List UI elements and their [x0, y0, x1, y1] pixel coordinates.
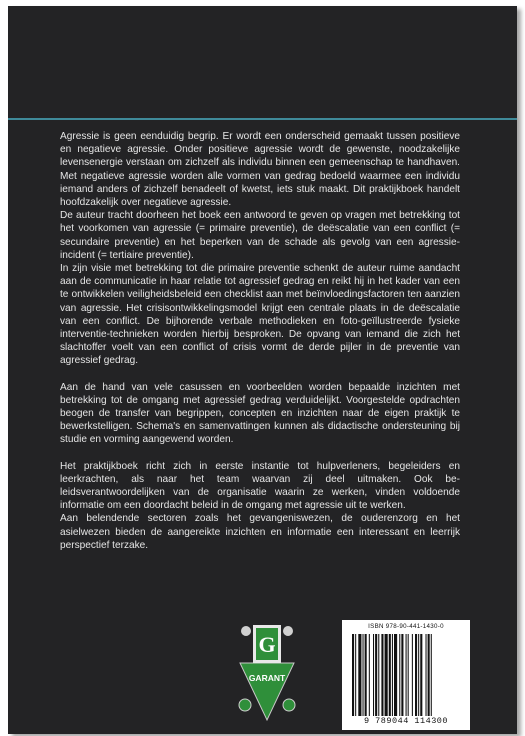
barcode-bar — [375, 634, 377, 716]
isbn-label: ISBN 978-90-441-1430-0 — [368, 623, 444, 630]
barcode-bar — [401, 634, 403, 716]
barcode-bar — [415, 634, 417, 716]
blurb-paragraph: Aan de hand van vele casussen en voorbeelden worden bepaalde inzichten met betrekking tot de omgang met agressief gedrag verduidelijkt. Voorgestelde opdrachten beogen de transfer van begrippen, concepten en inzichten naar de eigen praktijk te bewerkstelligen. Schema's en samenvattingen kunnen als didactische ondersteuning bij studie en vorming aangewend worden. — [60, 381, 460, 446]
barcode-bar — [381, 634, 383, 716]
barcode-bar — [394, 634, 397, 716]
barcode-bar — [399, 634, 400, 716]
barcode — [342, 620, 470, 730]
barcode-bar — [373, 634, 374, 716]
blurb-paragraph: In zijn visie met betrekking tot die primaire preventie schenkt de auteur ruime aandacht aan de communicatie in haar relatie tot agressief gedrag en reikt hij in het kader van een te ontwikkelen veiligheidsbeleid een checklist aan met beïnvloedingsfactoren ten aanzien van agressie. Het crisisontwikkelingsmodel krijgt een centrale plaats in de deëscalatie van een conflict. De bijhorende verbale methodieken en foto-geïllustreerde fysieke interventie-technieken worden hierbij besproken. De opvang van iemand die zich het slachtoffer voelt van een conflict of crisis vormt de derde pijler in de preventie van agressief gedrag. — [60, 263, 460, 367]
barcode-bars — [352, 634, 460, 716]
barcode-bar — [358, 634, 361, 716]
publisher-logo — [236, 623, 298, 723]
svg-text:G: G — [258, 632, 276, 657]
publisher-logo-icon — [236, 623, 298, 723]
blurb-paragraph: Agressie is geen eenduidig begrip. Er wordt een onderscheid gemaakt tussen positieve en negatieve agressie. Onder positieve agressie wordt de gewenste, noodzakelijke levensenergie verstaan om zichzelf als individu binnen een gemeenschap te handhaven. Met negatieve agressie worden alle vormen van gedrag bedoeld waarmee een individu iemand anders of zichzelf benadeelt of kwetst, iets stuk maakt. Dit praktijkboek handelt hoofdzakelijk over negatieve agressie. — [60, 131, 460, 209]
blurb-paragraph: Het praktijkboek richt zich in eerste instantie tot hulpverleners, begeleiders en leerkrachten, als naar het team waarvan zij deel uitmaken. Ook beleidsverantwoordelijken van de organisatie waarin ze werken, vinden voldoende informatie om een doordacht beleid in de omgang met agressie uit te werken. — [60, 460, 460, 512]
barcode-bar — [420, 634, 422, 716]
barcode-bar — [418, 634, 419, 716]
barcode-bar — [378, 634, 379, 716]
publisher-logo-text: GARANT — [248, 673, 286, 683]
blurb-paragraph: De auteur tracht doorheen het boek een antwoord te geven op vragen met betrekking tot het voorkomen van agressie (= primaire preventie), de deëscalatie van een conflict (= secundaire preventie) en het beperken van de schade als gevolg van een agressie-incident (= tertiaire preventie). — [60, 210, 460, 261]
blurb-paragraph: Aan belendende sectoren zoals het gevangeniswezen, de ouderenzorg en het asielwezen bieden de aangereikte inzichten en informatie een interessant en leerrijk perspectief terzake. — [60, 513, 460, 551]
blurb-text — [60, 130, 460, 552]
barcode-bar — [365, 634, 367, 716]
barcode-bar — [385, 634, 388, 716]
barcode-bar — [428, 634, 430, 716]
barcode-bar — [426, 634, 427, 716]
barcode-bar — [406, 634, 407, 716]
teal-divider-line — [8, 118, 517, 120]
barcode-bar — [392, 634, 393, 716]
barcode-bar — [408, 634, 409, 716]
ean-number: 9 789044 114300 — [363, 716, 448, 726]
barcode-bar — [412, 634, 413, 716]
barcode-bar — [355, 634, 356, 716]
barcode-bar — [363, 634, 364, 716]
barcode-bar — [431, 634, 432, 716]
barcode-bar — [352, 634, 354, 716]
barcode-bar — [389, 634, 391, 716]
book-back-cover — [8, 6, 517, 734]
barcode-bar — [369, 634, 370, 716]
